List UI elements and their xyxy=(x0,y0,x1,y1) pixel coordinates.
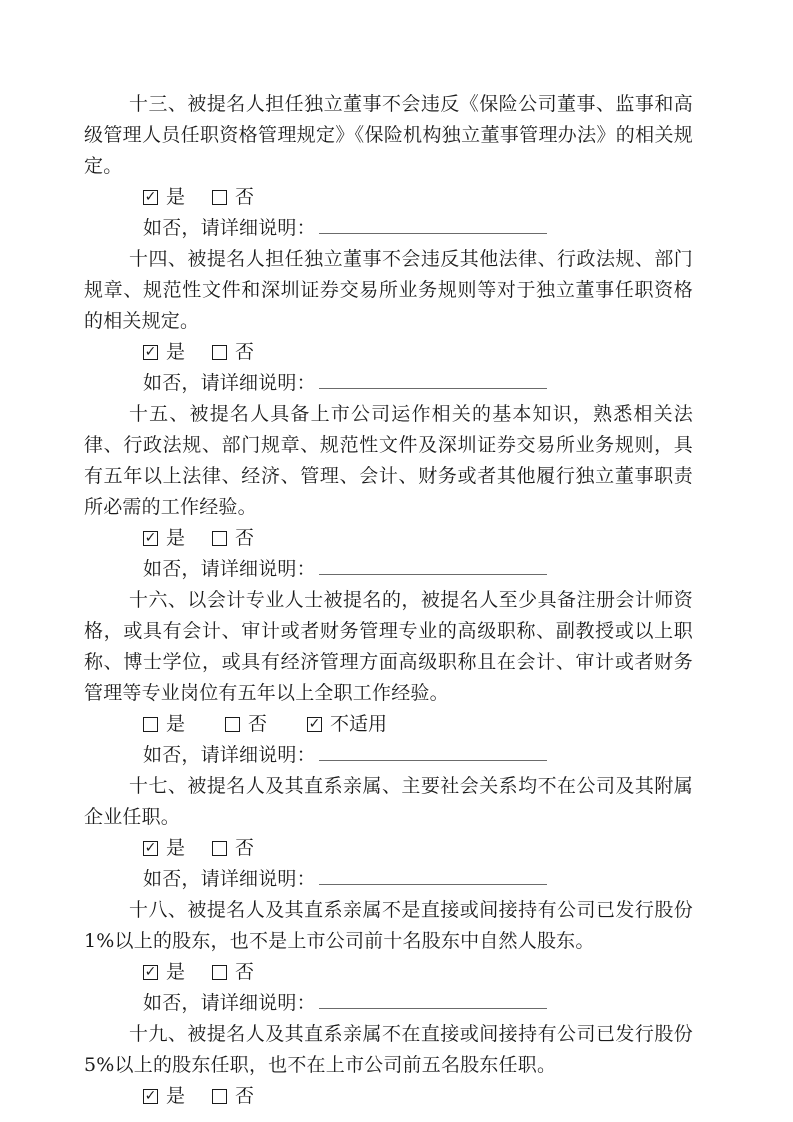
option-no-label: 否 xyxy=(235,341,255,363)
item-16-options xyxy=(84,709,693,740)
item-19-text: 十九、被提名人及其直系亲属不在直接或间接持有公司已发行股份 5%以上的股东任职，也不在上市公司前五名股东任职。 xyxy=(84,1023,693,1076)
detail-prompt: 如否，请详细说明： xyxy=(143,744,316,766)
option-yes-label: 是 xyxy=(166,837,186,859)
option-yes[interactable] xyxy=(143,957,185,988)
detail-prompt: 如否，请详细说明： xyxy=(143,217,316,239)
detail-blank-field[interactable] xyxy=(319,741,547,761)
option-yes[interactable] xyxy=(143,182,185,213)
option-yes[interactable] xyxy=(143,709,185,740)
option-no[interactable] xyxy=(212,337,254,368)
item-14-text: 十四、被提名人担任独立董事不会违反其他法律、行政法规、部门规章、规范性文件和深圳证券交易所业务规则等对于独立董事任职资格的相关规定。 xyxy=(84,248,693,332)
item-18-text: 十八、被提名人及其直系亲属不是直接或间接持有公司已发行股份 1%以上的股东，也不是上市公司前十名股东中自然人股东。 xyxy=(84,899,693,952)
detail-prompt: 如否，请详细说明： xyxy=(143,992,316,1014)
empty-checkbox-icon[interactable] xyxy=(212,1089,227,1104)
form-item-19 xyxy=(84,1019,693,1112)
empty-checkbox-icon[interactable] xyxy=(212,965,227,980)
form-item-14 xyxy=(84,244,693,399)
empty-checkbox-icon[interactable] xyxy=(225,717,240,732)
checked-checkbox-icon[interactable] xyxy=(143,531,158,546)
empty-checkbox-icon[interactable] xyxy=(212,531,227,546)
detail-blank-field[interactable] xyxy=(319,555,547,575)
item-16-detail xyxy=(84,740,693,771)
form-item-15 xyxy=(84,399,693,585)
option-no-label: 否 xyxy=(235,527,255,549)
option-no-label: 否 xyxy=(235,1085,255,1107)
detail-blank-field[interactable] xyxy=(319,865,547,885)
option-yes-label: 是 xyxy=(166,961,186,983)
item-14-detail xyxy=(84,368,693,399)
checked-checkbox-icon[interactable] xyxy=(143,345,158,360)
detail-prompt: 如否，请详细说明： xyxy=(143,372,316,394)
item-16-text: 十六、以会计专业人士被提名的，被提名人至少具备注册会计师资格，或具有会计、审计或者财务管理专业的高级职称、副教授或以上职称、博士学位，或具有经济管理方面高级职称且在会计、审计或者财务管理等专业岗位有五年以上全职工作经验。 xyxy=(84,589,693,704)
detail-blank-field[interactable] xyxy=(319,214,547,234)
empty-checkbox-icon[interactable] xyxy=(212,345,227,360)
empty-checkbox-icon[interactable] xyxy=(143,717,158,732)
option-yes-label: 是 xyxy=(166,341,186,363)
option-no[interactable] xyxy=(212,523,254,554)
check-icon: ✓ xyxy=(308,715,321,732)
checked-checkbox-icon[interactable] xyxy=(143,1089,158,1104)
option-yes[interactable] xyxy=(143,833,185,864)
option-no[interactable] xyxy=(212,833,254,864)
form-item-16 xyxy=(84,585,693,771)
detail-prompt: 如否，请详细说明： xyxy=(143,558,316,580)
form-item-13 xyxy=(84,89,693,244)
item-13-options xyxy=(84,182,693,213)
checked-checkbox-icon[interactable] xyxy=(143,190,158,205)
item-15-detail xyxy=(84,554,693,585)
option-no[interactable] xyxy=(212,957,254,988)
option-no-label: 否 xyxy=(235,961,255,983)
option-yes-label: 是 xyxy=(166,1085,186,1107)
check-icon: ✓ xyxy=(144,188,157,205)
detail-blank-field[interactable] xyxy=(319,369,547,389)
option-no-label: 否 xyxy=(235,837,255,859)
option-not-applicable-label: 不适用 xyxy=(330,713,388,735)
item-15-text: 十五、被提名人具备上市公司运作相关的基本知识，熟悉相关法律、行政法规、部门规章、规范性文件及深圳证券交易所业务规则，具有五年以上法律、经济、管理、会计、财务或者其他履行独立董事职责所必需的工作经验。 xyxy=(84,403,693,518)
form-item-17 xyxy=(84,771,693,895)
check-icon: ✓ xyxy=(144,963,157,980)
check-icon: ✓ xyxy=(144,1087,157,1104)
empty-checkbox-icon[interactable] xyxy=(212,841,227,856)
detail-prompt: 如否，请详细说明： xyxy=(143,868,316,890)
check-icon: ✓ xyxy=(144,839,157,856)
option-yes-label: 是 xyxy=(166,527,186,549)
item-14-options xyxy=(84,337,693,368)
empty-checkbox-icon[interactable] xyxy=(212,190,227,205)
option-yes-label: 是 xyxy=(166,713,186,735)
item-17-options xyxy=(84,833,693,864)
item-13-detail xyxy=(84,213,693,244)
item-17-detail xyxy=(84,864,693,895)
detail-blank-field[interactable] xyxy=(319,989,547,1009)
option-yes[interactable] xyxy=(143,1081,185,1112)
item-15-options xyxy=(84,523,693,554)
item-18-detail xyxy=(84,988,693,1019)
item-17-text: 十七、被提名人及其直系亲属、主要社会关系均不在公司及其附属企业任职。 xyxy=(84,775,693,828)
item-19-options xyxy=(84,1081,693,1112)
option-yes-label: 是 xyxy=(166,186,186,208)
option-not-applicable[interactable] xyxy=(307,709,387,740)
option-yes[interactable] xyxy=(143,523,185,554)
form-item-18 xyxy=(84,895,693,1019)
item-13-text: 十三、被提名人担任独立董事不会违反《保险公司董事、监事和高级管理人员任职资格管理规定》《保险机构独立董事管理办法》的相关规定。 xyxy=(84,93,693,177)
check-icon: ✓ xyxy=(144,529,157,546)
option-no-label: 否 xyxy=(235,186,255,208)
checked-checkbox-icon[interactable] xyxy=(143,841,158,856)
checked-checkbox-icon[interactable] xyxy=(143,965,158,980)
option-no-label: 否 xyxy=(248,713,268,735)
option-no[interactable] xyxy=(225,709,267,740)
item-18-options xyxy=(84,957,693,988)
checked-checkbox-icon[interactable] xyxy=(307,717,322,732)
check-icon: ✓ xyxy=(144,343,157,360)
option-no[interactable] xyxy=(212,182,254,213)
option-yes[interactable] xyxy=(143,337,185,368)
option-no[interactable] xyxy=(212,1081,254,1112)
